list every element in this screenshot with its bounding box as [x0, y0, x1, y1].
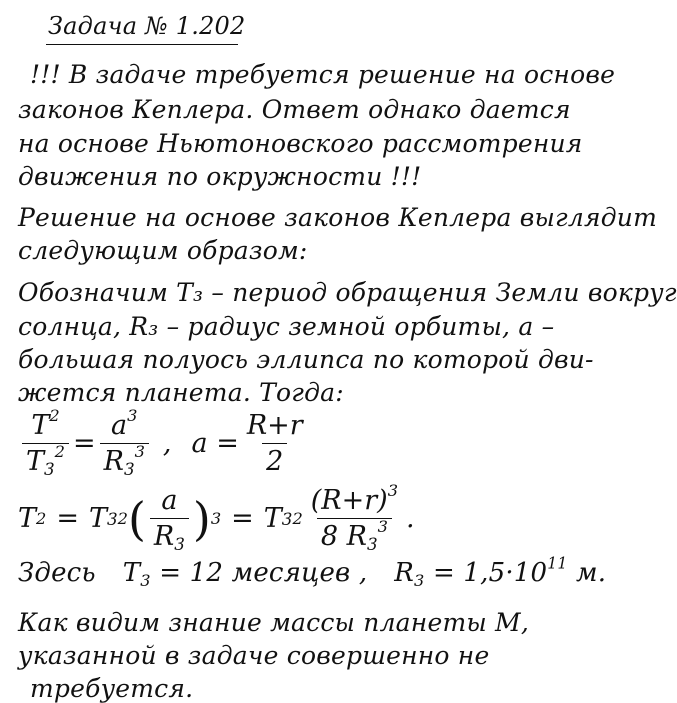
text-line: следующим образом: — [18, 236, 308, 265]
text-line: жется планета. Тогда: — [18, 378, 344, 407]
text-line: Обозначим T₃ – период обращения Земли вокруг — [18, 278, 677, 307]
title-underline — [46, 44, 238, 45]
equals-sign: = — [56, 503, 79, 534]
given-values-line: Здесь $T_3 = 12$ месяцев , $R_3 = 1,5\cdot 10^{11}$ м. — [18, 554, 607, 590]
text-line: !!! В задаче требуется решение на основе — [30, 60, 616, 89]
formula-kepler-third-law — [18, 406, 311, 480]
equals-sign: = — [231, 503, 254, 534]
formula-period-expression: T 2 = T 3 2 ( $\frac{a}{R_3}$ ) 3 = T 3 2 $\frac{(R+r)^3}{8 R_3^3}$ . — [18, 481, 415, 555]
text-line: движения по окружности !!! — [18, 162, 422, 191]
fraction-a-over-r: $\frac{a}{R_3}$ — [150, 485, 189, 552]
semi-major-axis-label: a = — [191, 428, 239, 459]
text-line: требуется. — [30, 674, 194, 703]
fraction-period-ratio: $\frac{T^2}{T_3^2}$ — [22, 410, 69, 477]
text-line: законов Кеплера. Ответ однако дается — [18, 95, 571, 124]
equals-sign: = — [72, 428, 96, 459]
text-line: большая полуось эллипса по которой дви- — [18, 345, 594, 374]
text-line: Как видим знание массы планеты M, — [18, 608, 530, 637]
text-line: на основе Ньютоновского рассмотрения — [18, 129, 583, 158]
fraction-semi-major-axis: $\frac{R+r}{2}$ — [246, 410, 303, 477]
task-title: Задача № 1.202 — [48, 12, 246, 40]
text-line: Решение на основе законов Кеплера выглядит — [18, 203, 658, 232]
text-line: указанной в задаче совершенно не — [18, 641, 490, 670]
fraction-axis-ratio: $\frac{a^3}{R_3^3}$ — [100, 410, 149, 477]
comma: , — [162, 428, 172, 459]
fraction-orbit-expression: $\frac{(R+r)^3}{8 R_3^3}$ — [310, 481, 399, 555]
text-line: солнца, R₃ – радиус земной орбиты, a – — [18, 312, 555, 341]
